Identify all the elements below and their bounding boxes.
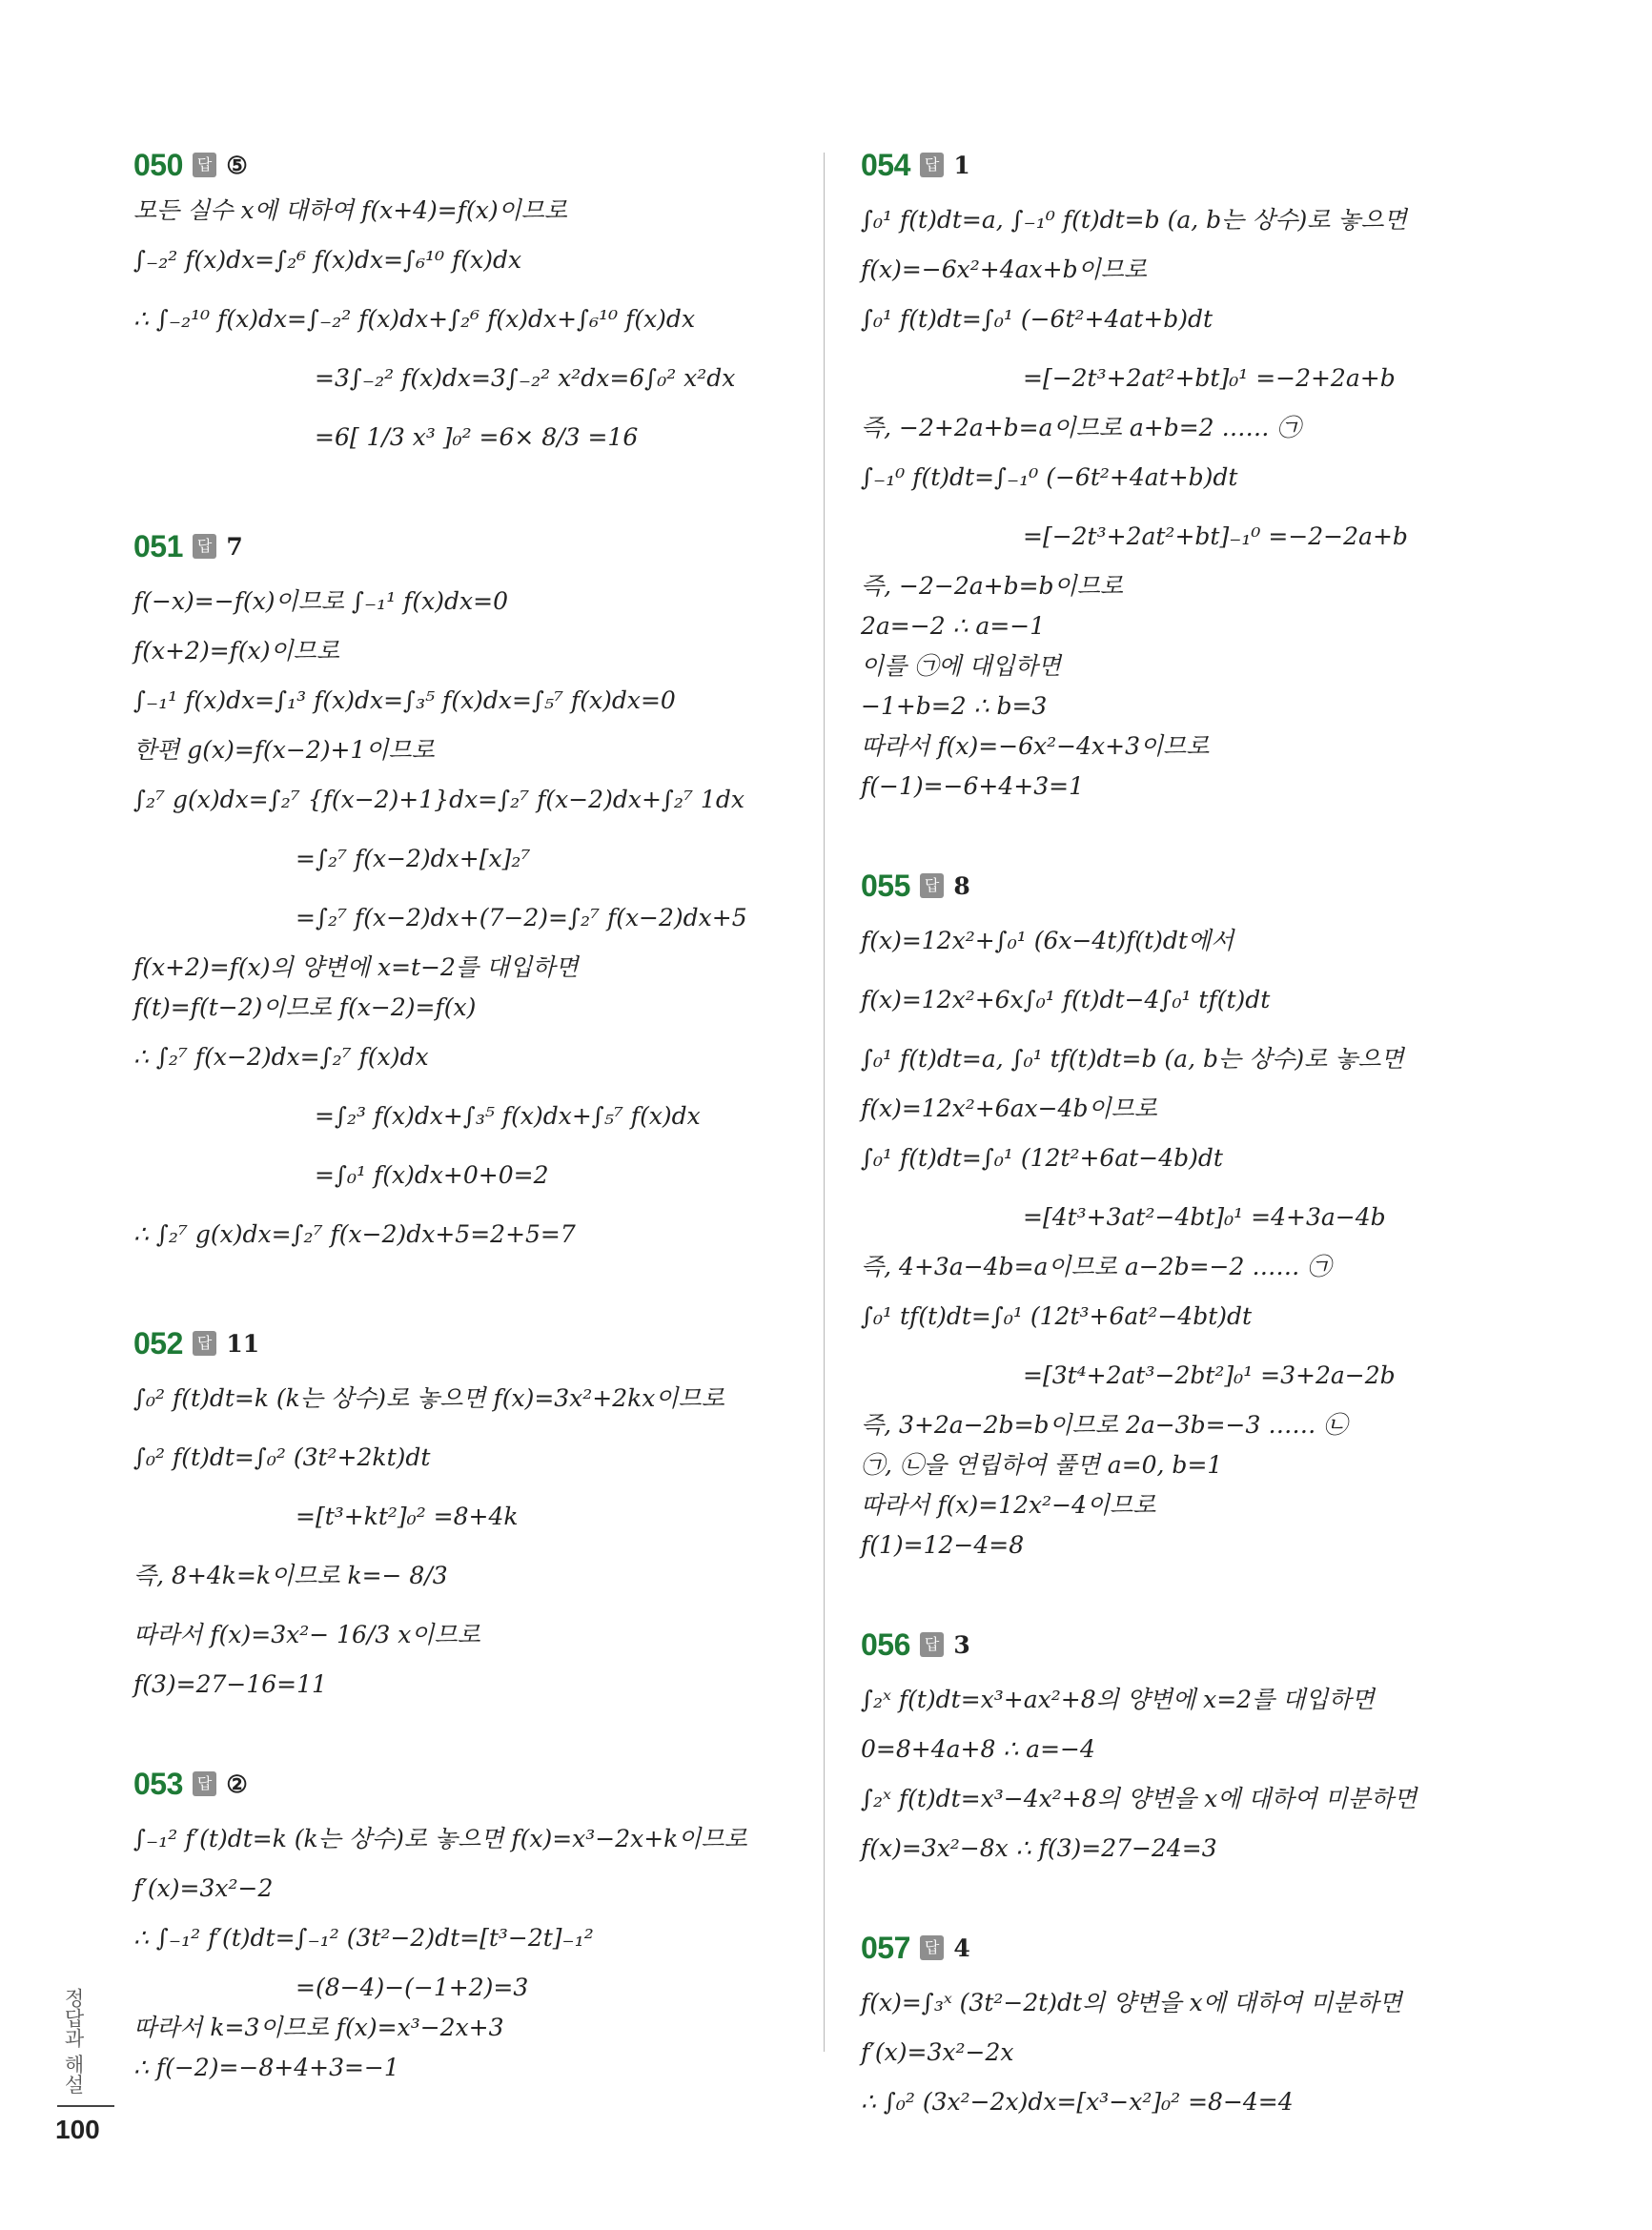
solution-line: 2a=−2 ∴ a=−1 [861, 612, 1046, 640]
solution-line: f′(x)=3x²−2x [861, 2038, 1014, 2066]
problem-050 [133, 143, 801, 467]
problem-number: 055 [861, 868, 910, 903]
problem-054 [861, 143, 1528, 807]
solution-line: f(x)=3x²−8x ∴ f(3)=27−24=3 [861, 1834, 1217, 1862]
solution-line: ∫₀² f(t)dt=k (k는 상수)로 놓으면 f(x)=3x²+2kx이므로 [133, 1384, 724, 1412]
page-number-rule [57, 2105, 114, 2107]
problem-header [861, 864, 1528, 908]
solution-line: ∫₀¹ f(t)dt=a, ∫₋₁⁰ f(t)dt=b (a, b는 상수)로 놓으면 [861, 206, 1407, 234]
solution-line: ∫₀¹ f(t)dt=∫₀¹ (−6t²+4at+b)dt [861, 305, 1214, 333]
solution-line: ∫₀¹ tf(t)dt=∫₀¹ (12t³+6at²−4bt)dt [861, 1302, 1253, 1330]
solution-line: =6[ 1/3 x³ ]₀² =6× 8/3 =16 [315, 423, 639, 451]
solution-line: 따라서 k=3이므로 f(x)=x³−2x+3 [133, 2014, 504, 2041]
solution-line: =∫₂³ f(x)dx+∫₃⁵ f(x)dx+∫₅⁷ f(x)dx [315, 1102, 701, 1130]
solution-line: =∫₂⁷ f(x−2)dx+(7−2)=∫₂⁷ f(x−2)dx+5 [296, 904, 747, 931]
solution-line: 즉, −2+2a+b=a이므로 a+b=2 …… ㉠ [861, 414, 1301, 441]
problem-number: 054 [861, 147, 910, 182]
problem-057 [861, 1926, 1528, 2132]
answer-value: 1 [953, 151, 970, 179]
section-side-label: 정답과 해설 [62, 1988, 85, 2095]
solution-line: f(t)=f(t−2)이므로 f(x−2)=f(x) [133, 993, 477, 1021]
answer-badge: 답 [193, 534, 216, 559]
solution-line: =(8−4)−(−1+2)=3 [296, 1974, 529, 2001]
solution-line: f(x)=−6x²+4ax+b이므로 [861, 256, 1148, 283]
solution-line: ∴ f(−2)=−8+4+3=−1 [133, 2054, 399, 2081]
problem-052 [133, 1321, 801, 1705]
solution-line: 모든 실수 x에 대하여 f(x+4)=f(x)이므로 [133, 196, 568, 224]
solution-line: 따라서 f(x)=−6x²−4x+3이므로 [861, 732, 1210, 760]
problem-number: 057 [861, 1930, 910, 1965]
problem-header [861, 143, 1528, 187]
solution-line: f(x)=12x²+∫₀¹ (6x−4t)f(t)dt에서 [861, 927, 1234, 954]
solution-line: ∫₋₁⁰ f(t)dt=∫₋₁⁰ (−6t²+4at+b)dt [861, 463, 1238, 491]
solution-line: =[−2t³+2at²+bt]₀¹ =−2+2a+b [1023, 364, 1396, 392]
answer-value: 3 [953, 1630, 970, 1659]
solution-line: f(x)=∫₃ˣ (3t²−2t)dt의 양변을 x에 대하여 미분하면 [861, 1989, 1402, 2016]
answer-value: ② [226, 1770, 248, 1798]
solution-line: ∫₀² f(t)dt=∫₀² (3t²+2kt)dt [133, 1443, 431, 1471]
solution-line: 즉, 4+3a−4b=a이므로 a−2b=−2 …… ㉠ [861, 1253, 1332, 1280]
solution-line: ㉠, ㉡을 연립하여 풀면 a=0, b=1 [861, 1451, 1223, 1479]
solution-line: −1+b=2 ∴ b=3 [861, 692, 1048, 720]
answer-badge: 답 [920, 153, 944, 177]
solution-line: =∫₀¹ f(x)dx+0+0=2 [315, 1161, 549, 1189]
answer-badge: 답 [920, 873, 944, 898]
solution-line: 한편 g(x)=f(x−2)+1이므로 [133, 736, 435, 764]
solution-line: ∫₂ˣ f(t)dt=x³+ax²+8의 양변에 x=2를 대입하면 [861, 1686, 1375, 1713]
problem-number: 051 [133, 528, 183, 563]
solution-line: =[−2t³+2at²+bt]₋₁⁰ =−2−2a+b [1023, 522, 1408, 550]
solution-line: 이를 ㉠에 대입하면 [861, 652, 1061, 680]
solution-line: 즉, 3+2a−2b=b이므로 2a−3b=−3 …… ㉡ [861, 1411, 1348, 1439]
solution-line: =3∫₋₂² f(x)dx=3∫₋₂² x²dx=6∫₀² x²dx [315, 364, 736, 392]
solution-line: 즉, 8+4k=k이므로 k=− 8/3 [133, 1562, 448, 1589]
problem-number: 052 [133, 1325, 183, 1361]
solution-line: =[4t³+3at²−4bt]₀¹ =4+3a−4b [1023, 1203, 1386, 1231]
solution-line: 즉, −2−2a+b=b이므로 [861, 572, 1124, 600]
left-column [133, 143, 801, 2145]
problem-header [133, 1762, 801, 1806]
solution-line: ∫₋₁² f′(t)dt=k (k는 상수)로 놓으면 f(x)=x³−2x+k이므로 [133, 1825, 747, 1852]
solution-line: ∴ ∫₂⁷ g(x)dx=∫₂⁷ f(x−2)dx+5=2+5=7 [133, 1220, 576, 1248]
solution-line: f(x+2)=f(x)이므로 [133, 637, 339, 665]
problem-053 [133, 1762, 801, 2088]
answer-value: ⑤ [226, 151, 248, 179]
solution-line: f(−1)=−6+4+3=1 [861, 772, 1084, 800]
problem-056 [861, 1623, 1528, 1869]
solution-line: ∴ ∫₋₁² f′(t)dt=∫₋₁² (3t²−2)dt=[t³−2t]₋₁² [133, 1924, 594, 1952]
problem-051 [133, 524, 801, 1264]
answer-badge: 답 [920, 1632, 944, 1657]
solution-line: =[t³+kt²]₀² =8+4k [296, 1503, 519, 1530]
answer-value: 8 [953, 871, 970, 900]
answer-value: 11 [226, 1329, 260, 1358]
problem-header [861, 1926, 1528, 1970]
problem-header [133, 524, 801, 568]
solution-line: ∫₂ˣ f(t)dt=x³−4x²+8의 양변을 x에 대하여 미분하면 [861, 1785, 1417, 1812]
solution-line: f′(x)=3x²−2 [133, 1874, 274, 1902]
page-number: 100 [55, 2115, 100, 2144]
column-divider [824, 153, 825, 2052]
answer-badge: 답 [193, 1771, 216, 1796]
problem-055 [861, 864, 1528, 1565]
answer-value: 7 [226, 532, 243, 561]
solution-line: f(x)=12x²+6x∫₀¹ f(t)dt−4∫₀¹ tf(t)dt [861, 986, 1271, 1013]
solution-line: ∫₀¹ f(t)dt=∫₀¹ (12t²+6at−4b)dt [861, 1144, 1223, 1172]
solution-line: ∫₋₁¹ f(x)dx=∫₁³ f(x)dx=∫₃⁵ f(x)dx=∫₅⁷ f(x)dx=0 [133, 686, 676, 714]
problem-number: 053 [133, 1766, 183, 1801]
solution-line: 따라서 f(x)=12x²−4이므로 [861, 1491, 1156, 1519]
solution-line: ∴ ∫₋₂¹⁰ f(x)dx=∫₋₂² f(x)dx+∫₂⁶ f(x)dx+∫₆¹⁰ f(x)dx [133, 305, 696, 333]
solution-line: ∫₀¹ f(t)dt=a, ∫₀¹ tf(t)dt=b (a, b는 상수)로 놓으면 [861, 1045, 1404, 1073]
answer-badge: 답 [193, 153, 216, 177]
solution-line: ∴ ∫₀² (3x²−2x)dx=[x³−x²]₀² =8−4=4 [861, 2088, 1294, 2116]
problem-number: 056 [861, 1626, 910, 1662]
solution-line: f(1)=12−4=8 [861, 1531, 1025, 1559]
problem-header [133, 1321, 801, 1365]
answer-badge: 답 [920, 1935, 944, 1960]
solution-line: ∫₋₂² f(x)dx=∫₂⁶ f(x)dx=∫₆¹⁰ f(x)dx [133, 246, 522, 274]
solution-line: f(−x)=−f(x)이므로 ∫₋₁¹ f(x)dx=0 [133, 587, 508, 615]
solution-line: f(x)=12x²+6ax−4b이므로 [861, 1095, 1157, 1122]
solution-line: =[3t⁴+2at³−2bt²]₀¹ =3+2a−2b [1023, 1361, 1396, 1389]
problem-header [133, 143, 801, 187]
solution-line: 0=8+4a+8 ∴ a=−4 [861, 1735, 1095, 1763]
problem-header [861, 1623, 1528, 1667]
solution-line: 따라서 f(x)=3x²− 16/3 x이므로 [133, 1621, 480, 1648]
answer-value: 4 [953, 1933, 970, 1962]
solution-line: f(x+2)=f(x)의 양변에 x=t−2를 대입하면 [133, 953, 579, 981]
right-column [861, 143, 1528, 2189]
solution-line: f(3)=27−16=11 [133, 1670, 327, 1698]
answer-badge: 답 [193, 1331, 216, 1356]
solution-line: =∫₂⁷ f(x−2)dx+[x]₂⁷ [296, 845, 531, 872]
solution-line: ∫₂⁷ g(x)dx=∫₂⁷ {f(x−2)+1}dx=∫₂⁷ f(x−2)dx+∫₂⁷ 1dx [133, 786, 744, 813]
problem-number: 050 [133, 147, 183, 182]
solution-line: ∴ ∫₂⁷ f(x−2)dx=∫₂⁷ f(x)dx [133, 1043, 429, 1071]
